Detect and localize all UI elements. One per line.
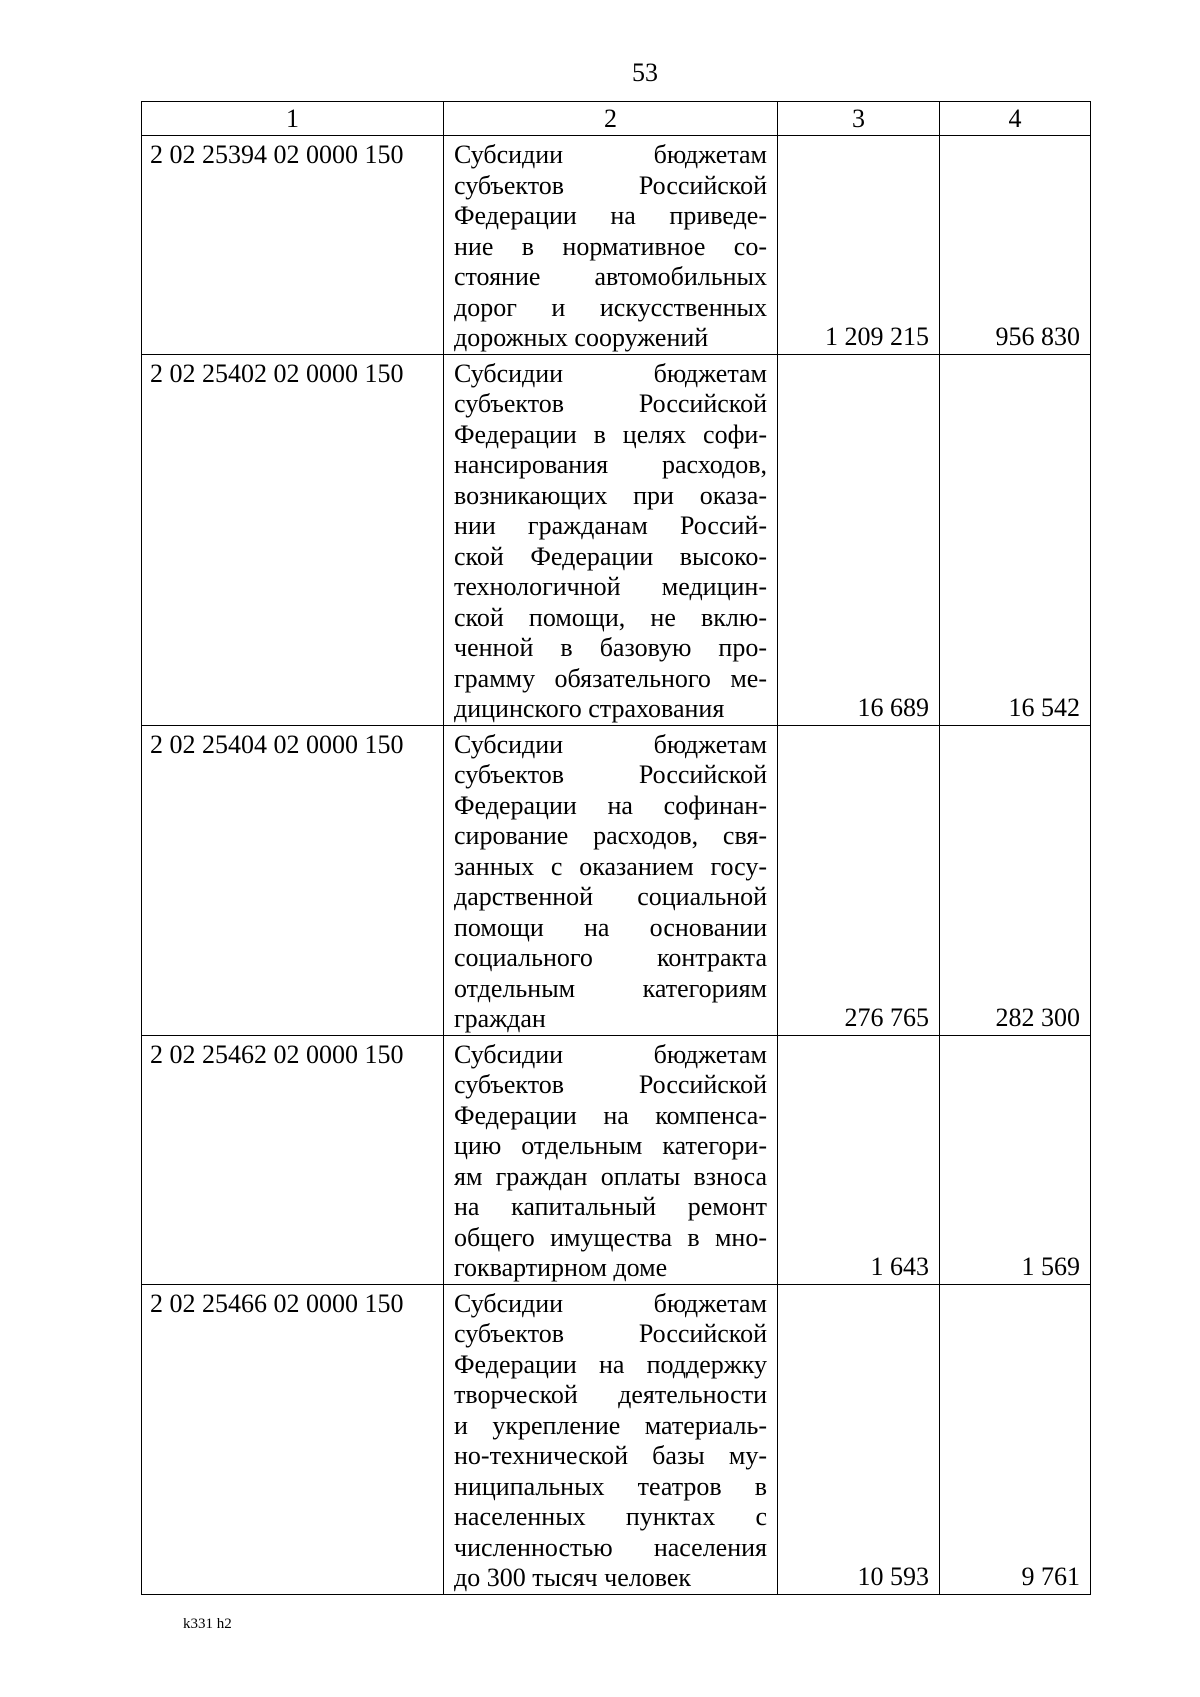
table-row: [142, 1035, 1091, 1284]
table-row: [142, 136, 1091, 355]
description-line: дицинского страхования: [454, 694, 725, 723]
header-cell: 2: [444, 102, 778, 136]
description-line: Федерации на софинан-: [454, 790, 767, 820]
description-line: стояние автомобильных: [454, 262, 767, 291]
description-cell: [444, 1035, 778, 1284]
header-cell: 4: [940, 102, 1091, 136]
description-line: дорожных сооружений: [454, 323, 709, 352]
description-line: субъектов Российской: [454, 760, 767, 789]
amount-col4-cell: 16 542: [940, 354, 1091, 725]
description-line: дарственной социальной: [454, 882, 767, 911]
description-cell: [444, 1284, 778, 1594]
description-line: субъектов Российской: [454, 389, 767, 418]
page-number: 53: [632, 58, 658, 87]
description-line: дорог и искусственных: [454, 292, 767, 322]
table-row: [142, 354, 1091, 725]
budget-table: [141, 101, 1091, 1595]
description-line: Субсидии бюджетам: [454, 729, 767, 759]
description-line: творческой деятельности: [454, 1380, 767, 1409]
amount-col3-cell: 16 689: [778, 354, 940, 725]
header-cell: 1: [142, 102, 444, 136]
description-line: граждан: [454, 1004, 546, 1033]
description-line: ниципальных театров в: [454, 1471, 767, 1501]
description-line: Федерации на поддержку: [454, 1349, 767, 1379]
description-line: нии гражданам Россий-: [454, 511, 767, 540]
description-line: цию отдельным категори-: [454, 1131, 767, 1160]
description-line: гоквартирном доме: [454, 1253, 668, 1282]
table-row: [142, 725, 1091, 1035]
description-line: ской Федерации высоко-: [454, 541, 767, 571]
description-line: Федерации на компенса-: [454, 1100, 767, 1130]
budget-code-cell: 2 02 25404 02 0000 150: [142, 725, 444, 1035]
description-line: ние в нормативное со-: [454, 231, 767, 261]
description-line: субъектов Российской: [454, 1070, 767, 1099]
amount-col4-cell: 282 300: [940, 725, 1091, 1035]
description-line: социального контракта: [454, 943, 767, 972]
budget-code-cell: 2 02 25466 02 0000 150: [142, 1284, 444, 1594]
description-cell: [444, 725, 778, 1035]
description-line: до 300 тысяч человек: [454, 1563, 692, 1592]
description-line: Субсидии бюджетам: [454, 1039, 767, 1069]
description-line: отдельным категориям: [454, 973, 767, 1003]
description-line: Федерации в целях софи-: [454, 419, 767, 449]
amount-col3-cell: 276 765: [778, 725, 940, 1035]
amount-col3-cell: 1 209 215: [778, 136, 940, 355]
description-line: ям граждан оплаты взноса: [454, 1161, 767, 1191]
header-cell: 3: [778, 102, 940, 136]
description-line: возникающих при оказа-: [454, 480, 767, 510]
description-line: субъектов Российской: [454, 170, 767, 200]
amount-col4-cell: 1 569: [940, 1035, 1091, 1284]
description-line: Субсидии бюджетам: [454, 1288, 767, 1318]
description-line: Субсидии бюджетам: [454, 140, 767, 169]
description-line: численностью населения: [454, 1532, 767, 1562]
footer-code: k331 h2: [183, 1616, 232, 1632]
description-line: технологичной медицин-: [454, 572, 767, 601]
description-line: помощи на основании: [454, 912, 767, 942]
description-line: и укрепление материаль-: [454, 1410, 767, 1440]
amount-col4-cell: 9 761: [940, 1284, 1091, 1594]
description-line: но-технической базы му-: [454, 1441, 767, 1470]
description-cell: [444, 354, 778, 725]
description-line: ченной в базовую про-: [454, 633, 767, 662]
budget-code-cell: 2 02 25462 02 0000 150: [142, 1035, 444, 1284]
description-line: Федерации на приведе-: [454, 201, 767, 230]
budget-code-cell: 2 02 25394 02 0000 150: [142, 136, 444, 355]
description-line: ской помощи, не вклю-: [454, 602, 767, 632]
description-line: общего имущества в мно-: [454, 1222, 767, 1252]
description-line: Субсидии бюджетам: [454, 358, 767, 388]
description-line: на капитальный ремонт: [454, 1192, 767, 1221]
amount-col4-cell: 956 830: [940, 136, 1091, 355]
description-cell: [444, 136, 778, 355]
description-line: грамму обязательного ме-: [454, 663, 767, 693]
amount-col3-cell: 1 643: [778, 1035, 940, 1284]
description-line: населенных пунктах с: [454, 1502, 767, 1531]
table-header-row: [142, 102, 1091, 136]
description-line: субъектов Российской: [454, 1319, 767, 1348]
amount-col3-cell: 10 593: [778, 1284, 940, 1594]
description-line: занных с оказанием госу-: [454, 851, 767, 881]
description-line: нансирования расходов,: [454, 450, 767, 479]
description-line: сирование расходов, свя-: [454, 821, 767, 850]
table-row: [142, 1284, 1091, 1594]
budget-code-cell: 2 02 25402 02 0000 150: [142, 354, 444, 725]
